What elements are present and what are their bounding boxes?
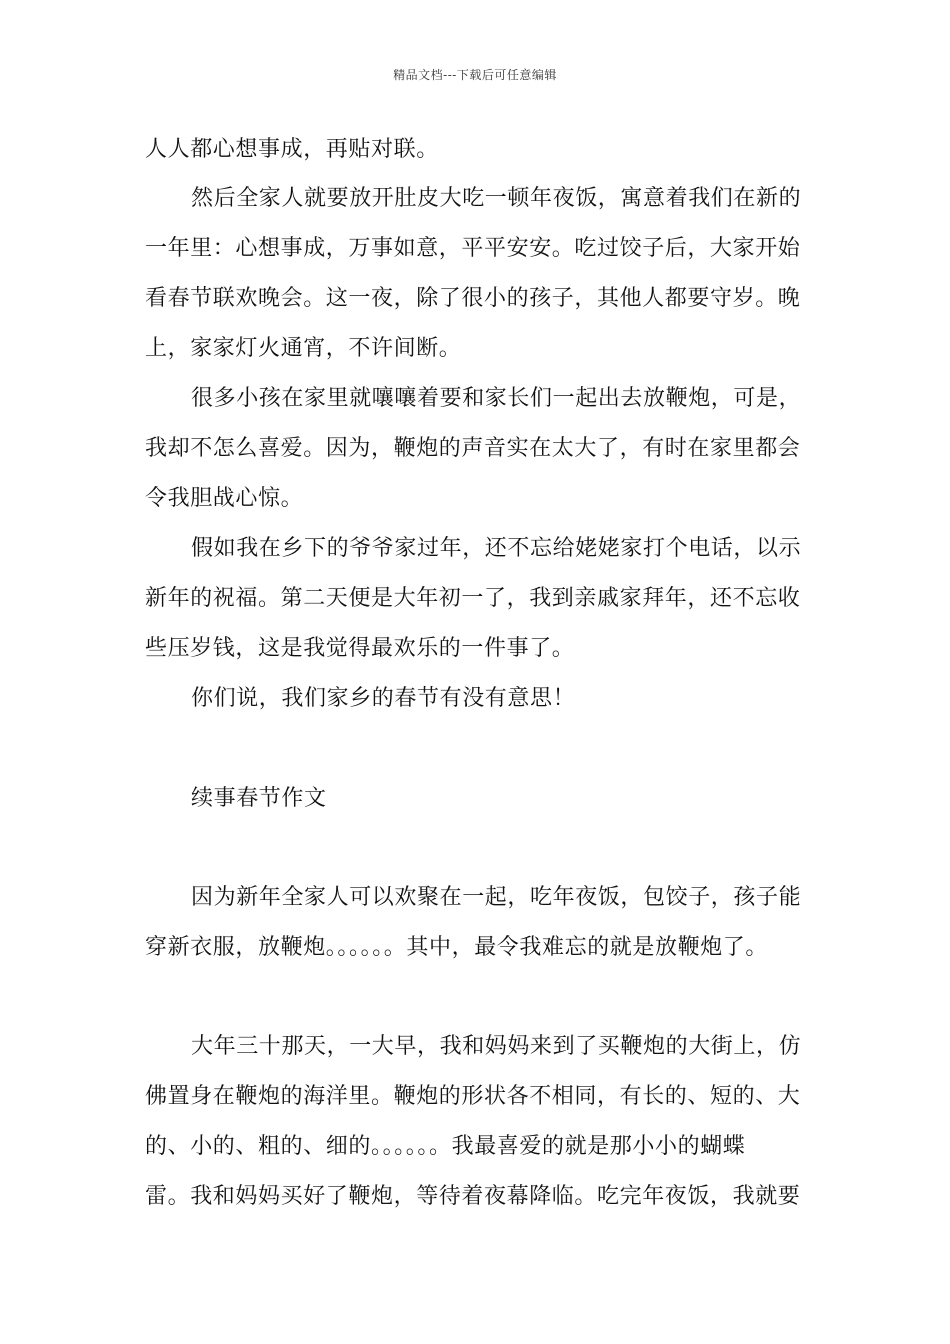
paragraph-7-line-1: 大年三十那天，一大早，我和妈妈来到了买鞭炮的大街上，仿	[191, 1034, 802, 1059]
paragraph-2-line-1: 然后全家人就要放开肚皮大吃一顿年夜饭，寓意着我们在新的	[191, 186, 802, 211]
paragraph-6-line-2: 穿新衣服，放鞭炮。。。。。。其中，最令我难忘的就是放鞭炮了。	[145, 935, 769, 960]
paragraph-7-line-4: 雷。我和妈妈买好了鞭炮，等待着夜幕降临。吃完年夜饭，我就要	[145, 1184, 801, 1209]
paragraph-2-line-4: 上，家家灯火通宵，不许间断。	[145, 336, 462, 361]
paragraph-6-line-1: 因为新年全家人可以欢聚在一起，吃年夜饭，包饺子，孩子能	[191, 885, 802, 910]
paragraph-7-line-2: 佛置身在鞭炮的海洋里。鞭炮的形状各不相同，有长的、短的、大	[145, 1084, 801, 1109]
paragraph-2-line-2: 一年里：心想事成，万事如意，平平安安。吃过饺子后，大家开始	[145, 236, 801, 261]
paragraph-3-line-3: 令我胆战心惊。	[145, 486, 304, 511]
paragraph-2-line-3: 看春节联欢晚会。这一夜，除了很小的孩子，其他人都要守岁。晚	[145, 286, 801, 311]
paragraph-4-line-1: 假如我在乡下的爷爷家过年，还不忘给姥姥家打个电话，以示	[191, 536, 802, 561]
paragraph-5-line-1: 你们说，我们家乡的春节有没有意思！	[191, 686, 576, 711]
paragraph-4-line-3: 些压岁钱，这是我觉得最欢乐的一件事了。	[145, 636, 575, 661]
page-header: 精品文档---下载后可任意编辑	[393, 68, 557, 82]
paragraph-3-line-1: 很多小孩在家里就嚷嚷着要和家长们一起出去放鞭炮，可是，	[191, 386, 802, 411]
paragraph-3-line-2: 我却不怎么喜爱。因为，鞭炮的声音实在太大了，有时在家里都会	[145, 436, 801, 461]
paragraph-4-line-2: 新年的祝福。第二天便是大年初一了，我到亲戚家拜年，还不忘收	[145, 586, 801, 611]
section-title: 续事春节作文	[191, 786, 327, 811]
paragraph-7-line-3: 的、小的、粗的、细的。。。。。。我最喜爱的就是那小小的蝴蝶	[145, 1134, 746, 1159]
paragraph-1-line-1: 人人都心想事成，再贴对联。	[145, 137, 439, 162]
